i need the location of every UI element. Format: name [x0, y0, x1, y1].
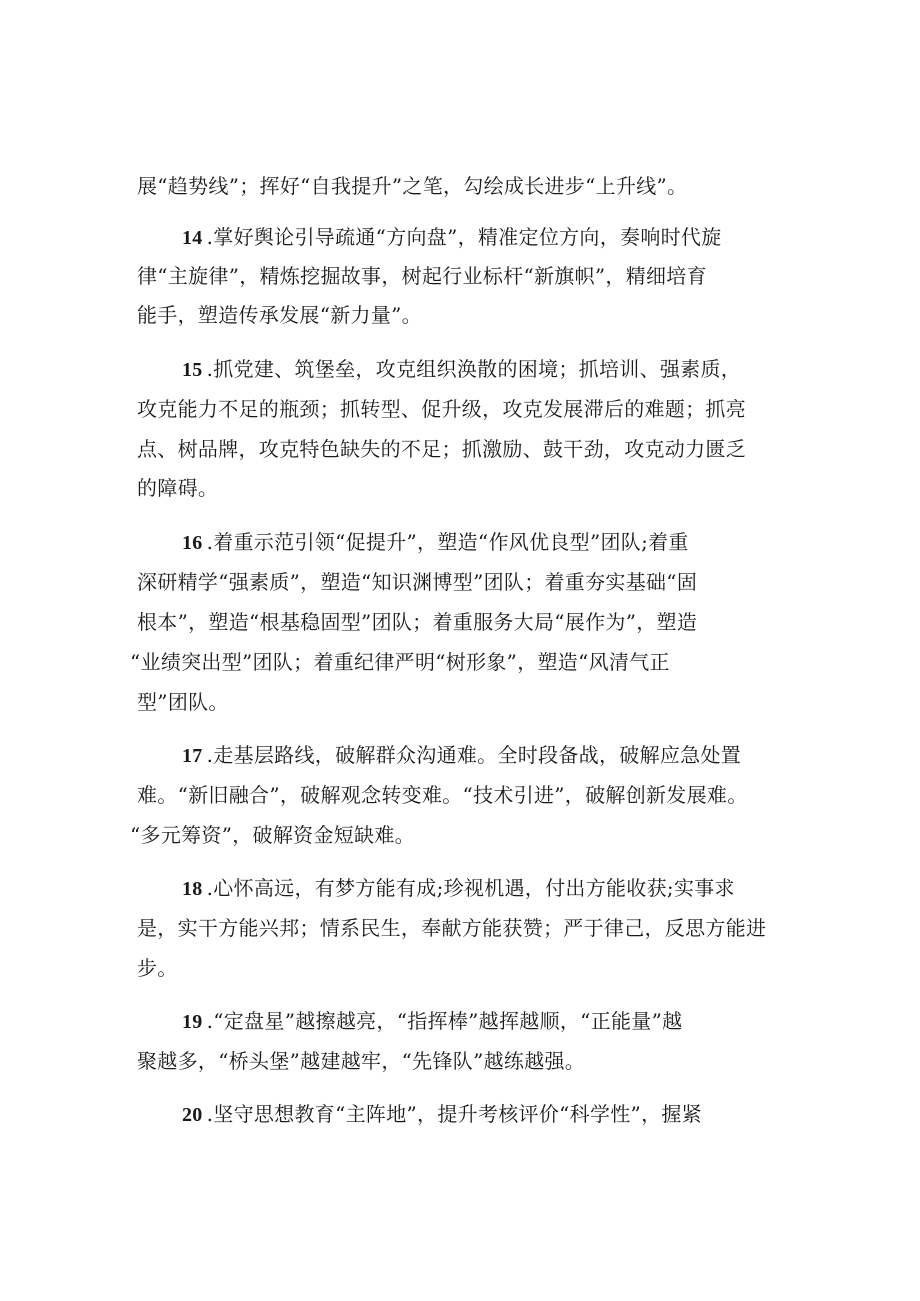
paragraph-16-line-4: “业绩突出型”团队；着重纪律严明“树形象”，塑造“风清气正 [130, 650, 670, 674]
paragraph-19-line-1 [182, 1006, 797, 1037]
paragraph-number: 16 [182, 532, 203, 554]
paragraph-text: .掌好舆论引导疏通“方向盘”，精准定位方向，奏响时代旋 [206, 225, 722, 249]
paragraph-continuation-line: 展“趋势线”；挥好“自我提升”之笔，勾绘成长进步“上升线”。 [137, 174, 688, 198]
paragraph-15-line-4: 的障碍。 [137, 476, 219, 500]
paragraph-number: 18 [182, 878, 203, 900]
paragraph-18-line-3: 步。 [137, 956, 178, 980]
paragraph-number: 14 [182, 227, 203, 249]
paragraph-14-line-2: 律“主旋律”，精炼挖掘故事，树起行业标杆“新旗帜”，精细培育 [137, 264, 707, 288]
paragraph-20-line-1 [182, 1099, 797, 1130]
paragraph-16-line-1 [182, 527, 797, 558]
paragraph-number: 15 [182, 359, 203, 381]
paragraph-15-line-2: 攻克能力不足的瓶颈；抓转型、促升级，攻克发展滞后的难题；抓亮 [137, 397, 746, 421]
paragraph-17-line-3: “多元筹资”，破解资金短缺难。 [130, 823, 415, 847]
paragraph-text: .着重示范引领“促提升”，塑造“作风优良型”团队;着重 [206, 530, 689, 554]
paragraph-number: 17 [182, 745, 203, 767]
paragraph-18-line-1 [182, 873, 797, 904]
paragraph-text: .坚守思想教育“主阵地”，提升考核评价“科学性”，握紧 [206, 1102, 702, 1126]
paragraph-19-line-2: 聚越多，“桥头堡”越建越牢，“先锋队”越练越强。 [137, 1049, 586, 1073]
paragraph-number: 19 [182, 1011, 203, 1033]
paragraph-text: .心怀高远，有梦方能有成;珍视机遇，付出方能收获;实事求 [206, 876, 735, 900]
paragraph-16-line-5: 型”团队。 [137, 690, 229, 714]
paragraph-15-line-3: 点、树品牌，攻克特色缺失的不足；抓激励、鼓干劲，攻克动力匮乏 [137, 437, 746, 461]
paragraph-text: .走基层路线，破解群众沟通难。全时段备战，破解应急处置 [206, 743, 742, 767]
paragraph-17-line-2: 难。“新旧融合”，破解观念转变难。“技术引进”，破解创新发展难。 [137, 783, 748, 807]
paragraph-14-line-3: 能手，塑造传承发展“新力量”。 [137, 303, 422, 327]
paragraph-14-line-1 [182, 222, 797, 253]
paragraph-text: .“定盘星”越擦越亮，“指挥棒”越挥越顺，“正能量”越 [206, 1009, 683, 1033]
paragraph-text: .抓党建、筑堡垒，攻克组织涣散的困境；抓培训、强素质， [206, 357, 742, 381]
paragraph-16-line-2: 深研精学“强素质”，塑造“知识渊博型”团队；着重夯实基础“固 [137, 570, 698, 594]
paragraph-number: 20 [182, 1104, 203, 1126]
paragraph-16-line-3: 根本”，塑造“根基稳固型”团队；着重服务大局“展作为”，塑造 [137, 610, 698, 634]
paragraph-18-line-2: 是，实干方能兴邦；情系民生，奉献方能获赞；严于律己，反思方能进 [137, 916, 767, 940]
paragraph-17-line-1 [182, 740, 797, 771]
paragraph-15-line-1 [182, 354, 797, 385]
